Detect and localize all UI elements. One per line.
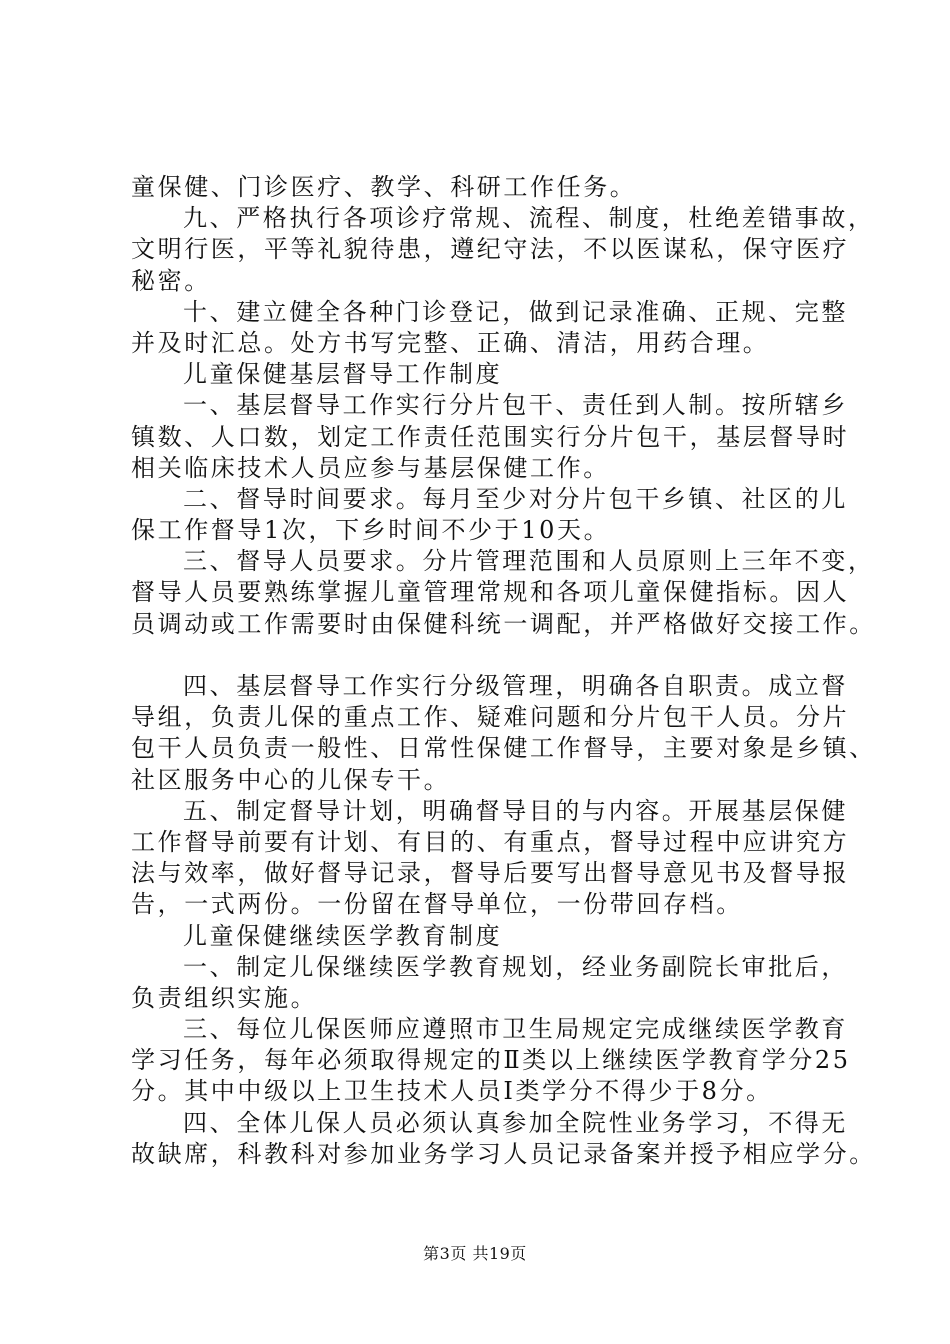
text-line: 四、基层督导工作实行分级管理，明确各自职责。成立督 [183, 672, 848, 700]
text-line: 并及时汇总。处方书写完整、正确、清洁，用药合理。 [131, 328, 770, 357]
paragraph-spacer [131, 640, 846, 671]
document-body [131, 172, 876, 1170]
text-line: 导组，负责儿保的重点工作、疑难问题和分片包干人员。分片 [131, 703, 850, 732]
text-line: 三、督导人员要求。分片管理范围和人员原则上三年不变， [183, 547, 875, 576]
text-line: 工作督导前要有计划、有目的、有重点，督导过程中应讲究方 [131, 827, 850, 856]
text-line: 三、每位儿保医师应遵照市卫生局规定完成继续医学教育 [183, 1015, 848, 1044]
text-line: 告，一式两份。一份留在督导单位，一份带回存档。 [131, 890, 743, 919]
text-line: 故缺席，科教科对参加业务学习人员记录备案并授予相应学分。 [131, 1139, 876, 1168]
text-line: 秘密。 [131, 266, 211, 295]
text-line: 文明行医，平等礼貌待患，遵纪守法，不以医谋私，保守医疗 [131, 235, 850, 264]
text-line: 一、制定儿保继续医学教育规划，经业务副院长审批后， [183, 952, 848, 981]
text-line: 负责组织实施。 [131, 983, 318, 1012]
text-line: 五、制定督导计划，明确督导目的与内容。开展基层保健 [183, 796, 848, 825]
text-line: 员调动或工作需要时由保健科统一调配，并严格做好交接工作。 [131, 609, 876, 638]
text-line: 十、建立健全各种门诊登记，做到记录准确、正规、完整 [183, 297, 848, 326]
text-line: 四、全体儿保人员必须认真参加全院性业务学习，不得无 [183, 1108, 848, 1137]
text-line: 一、基层督导工作实行分片包干、责任到人制。按所辖乡 [183, 391, 848, 420]
text-line: 镇数、人口数，划定工作责任范围实行分片包干，基层督导时 [131, 422, 850, 451]
text-line: 九、严格执行各项诊疗常规、流程、制度，杜绝差错事故， [183, 204, 875, 233]
text-line: 社区服务中心的儿保专干。 [131, 765, 451, 794]
text-line: 保工作督导1次，下乡时间不少于10天。 [131, 516, 611, 545]
text-line: 儿童保健继续医学教育制度 [183, 921, 503, 950]
text-line: 学习任务，每年必须取得规定的Ⅱ类以上继续医学教育学分25 [131, 1046, 851, 1075]
text-line: 分。其中中级以上卫生技术人员Ⅰ类学分不得少于8分。 [131, 1077, 773, 1106]
text-line: 二、督导时间要求。每月至少对分片包干乡镇、社区的儿 [183, 484, 848, 513]
text-line: 童保健、门诊医疗、教学、科研工作任务。 [131, 173, 637, 201]
text-line: 督导人员要熟练掌握儿童管理常规和各项儿童保健指标。因人 [131, 578, 850, 607]
page-footer: 第3页 共19页 [423, 1244, 527, 1263]
text-line: 相关临床技术人员应参与基层保健工作。 [131, 453, 610, 482]
text-line: 包干人员负责一般性、日常性保健工作督导，主要对象是乡镇、 [131, 734, 876, 763]
text-line: 儿童保健基层督导工作制度 [183, 360, 503, 389]
text-line: 法与效率，做好督导记录，督导后要写出督导意见书及督导报 [131, 859, 850, 888]
